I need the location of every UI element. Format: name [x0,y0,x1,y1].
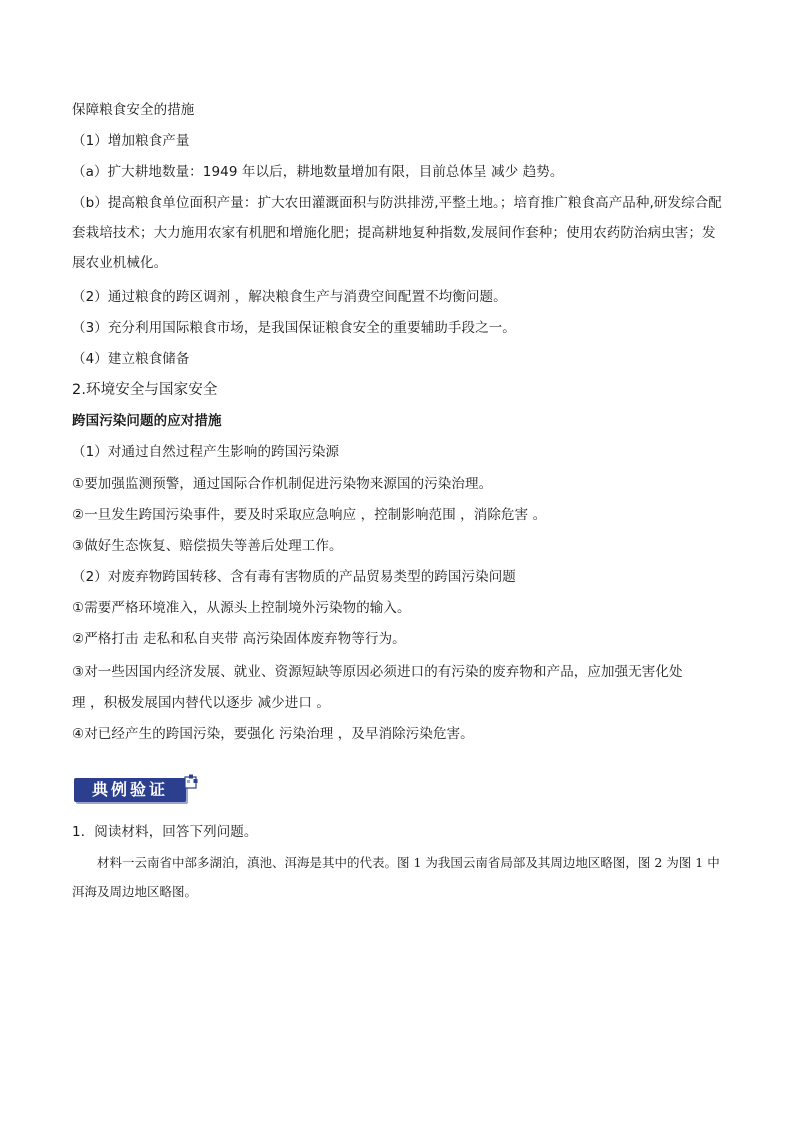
item-ecological-recovery: ③做好生态恢复、赔偿损失等善后处理工作。 [72,538,343,554]
badge-label: 典例验证 [91,780,168,799]
item-cross-region-allocation: （2）通过粮食的跨区调剂 ，解决粮食生产与消费空间配置不均衡问题。 [72,289,507,305]
badge-corner-icon [182,774,198,790]
item-crack-down-smuggling: ②严格打击 走私和私自夹带 高污染固体废弃物等行为。 [72,631,406,647]
item-international-market: （3）充分利用国际粮食市场，是我国保证粮食安全的重要辅助手段之一。 [72,320,516,336]
question-material: 材料一云南省中部多湖泊，滇池、洱海是其中的代表。图 1 为我国云南省局部及其周边地区略图，图 2 为图 1 中洱海及周边地区略图。 [72,855,720,899]
item-waste-transfer: （2）对废弃物跨国转移、含有毒有害物质的产品贸易类型的跨国污染问题 [72,569,516,585]
item-harmless-treatment-line1: ③对一些因国内经济发展、就业、资源短缺等原因必须进口的有污染的废弃物和产品，应加强无害化处 [72,664,683,680]
item-pollution-control: ④对已经产生的跨国污染，要强化 污染治理 ，及早消除污染危害。 [72,726,474,742]
item-harmless-treatment-line2: 理 ，积极发展国内替代以逐步 减少进口 。 [72,695,330,711]
subheading-transboundary-pollution: 跨国污染问题的应对措施 [72,413,222,429]
item-raise-yield: （b）提高粮食单位面积产量：扩大农田灌溉面积与防洪排涝,平整土地。；培育推广粮食高产品种,研发综合配套栽培技术；大力施用农家有机肥和增施化肥；提高耕地复种指数,发展间作套种；使用农药防治病虫害；发展农业机械化。 [72,195,722,271]
item-natural-pollution-source: （1）对通过自然过程产生影响的跨国污染源 [72,444,340,460]
question-stem: 1．阅读材料，回答下列问题。 [72,824,258,840]
item-environment-access: ①需要严格环境准入，从源头上控制境外污染物的输入。 [72,600,411,616]
item-emergency-response: ②一旦发生跨国污染事件，要及时采取应急响应 ，控制影响范围 ，消除危害 。 [72,507,547,523]
item-increase-grain-output: （1）增加粮食产量 [72,133,190,149]
section-heading-environment-security: 2.环境安全与国家安全 [72,382,218,398]
item-expand-farmland: （a）扩大耕地数量：1949 年以后，耕地数量增加有限，目前总体呈 减少 趋势。 [72,164,564,180]
section-heading-food-security: 保障粮食安全的措施 [72,102,195,118]
example-verification-badge [74,774,198,804]
item-grain-reserve: （4）建立粮食储备 [72,351,190,367]
item-monitoring-warning: ①要加强监测预警，通过国际合作机制促进污染物来源国的污染治理。 [72,476,493,492]
